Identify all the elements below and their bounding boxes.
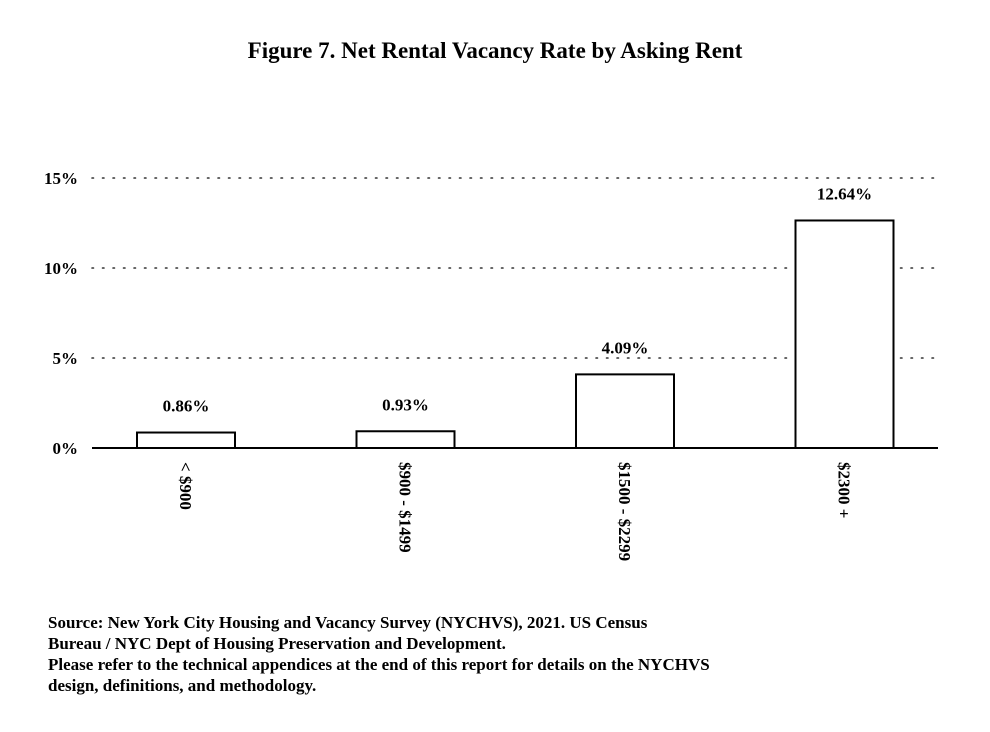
x-tick-label: $2300 + — [834, 462, 854, 519]
y-tick-label: 15% — [44, 169, 78, 188]
source-note — [48, 612, 948, 696]
bar — [796, 220, 894, 448]
bar — [137, 433, 235, 448]
y-tick-label: 0% — [52, 439, 78, 458]
bar-value-label: 12.64% — [816, 184, 873, 204]
chart-title: Figure 7. Net Rental Vacancy Rate by Asking Rent — [247, 38, 743, 63]
source-line: design, definitions, and methodology. — [48, 676, 317, 695]
bar — [357, 431, 455, 448]
bar — [576, 374, 674, 448]
x-tick-label: $900 - $1499 — [395, 462, 415, 553]
source-line: Bureau / NYC Dept of Housing Preservation and Development. — [48, 634, 506, 653]
bar-value-label: 0.93% — [382, 395, 429, 415]
bar-value-label: 4.09% — [601, 338, 649, 358]
x-axis-ticks — [176, 462, 854, 561]
bars — [137, 220, 894, 448]
bar-value-label: 0.86% — [162, 396, 210, 416]
x-tick-label: < $900 — [176, 462, 195, 510]
y-axis-ticks — [44, 169, 78, 458]
y-tick-label: 10% — [44, 259, 78, 278]
y-tick-label: 5% — [52, 349, 78, 368]
value-labels — [163, 184, 873, 415]
x-tick-label: $1500 - $2299 — [615, 462, 634, 562]
source-line: Please refer to the technical appendices at the end of this report for details on the NYCHVS — [48, 655, 710, 674]
source-line: Source: New York City Housing and Vacancy Survey (NYCHVS), 2021. US Census — [48, 613, 648, 632]
